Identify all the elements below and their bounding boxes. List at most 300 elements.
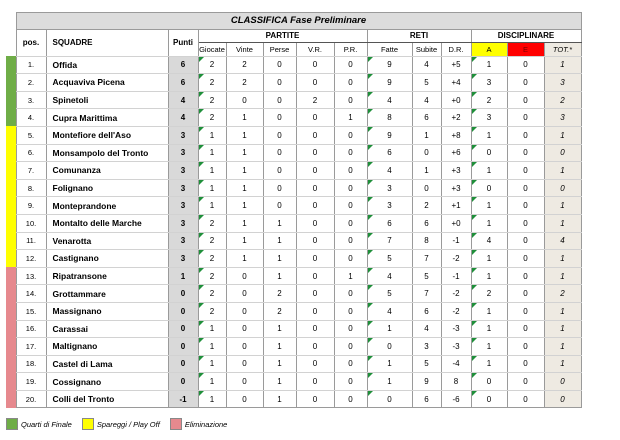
points-cell: 3 xyxy=(168,250,198,268)
table-row xyxy=(6,355,581,373)
giocate-cell: 2 xyxy=(198,214,226,232)
pr-cell: 0 xyxy=(334,162,367,180)
subite-cell: 6 xyxy=(412,390,441,408)
subite-cell: 7 xyxy=(412,285,441,303)
subite-cell: 8 xyxy=(412,232,441,250)
fatte-cell: 4 xyxy=(367,91,412,109)
giocate-cell: 1 xyxy=(198,197,226,215)
legend-label: Spareggi / Play Off xyxy=(96,419,160,429)
pr-cell: 0 xyxy=(334,232,367,250)
giocate-cell: 2 xyxy=(198,232,226,250)
ammonizioni-cell: 0 xyxy=(471,144,507,162)
vinte-cell: 2 xyxy=(226,74,263,92)
fatte-cell: 5 xyxy=(367,250,412,268)
vr-cell: 0 xyxy=(296,109,334,127)
vinte-cell: 1 xyxy=(226,162,263,180)
vr-cell: 0 xyxy=(296,320,334,338)
fatte-cell: 7 xyxy=(367,232,412,250)
tot-cell: 1 xyxy=(544,197,581,215)
points-cell: 6 xyxy=(168,56,198,74)
pos-cell: 13. xyxy=(16,267,46,285)
pr-cell: 0 xyxy=(334,320,367,338)
table-row xyxy=(6,373,581,391)
dr-header: D.R. xyxy=(441,42,471,56)
ammonizioni-header: A xyxy=(471,42,507,56)
pos-cell: 17. xyxy=(16,338,46,356)
perse-cell: 1 xyxy=(263,338,296,356)
pos-cell: 1. xyxy=(16,56,46,74)
reti-group-header: RETI xyxy=(367,29,471,42)
pr-cell: 0 xyxy=(334,91,367,109)
vinte-cell: 0 xyxy=(226,302,263,320)
subite-cell: 5 xyxy=(412,74,441,92)
pr-cell: 1 xyxy=(334,109,367,127)
dr-cell: -1 xyxy=(441,267,471,285)
pos-cell: 11. xyxy=(16,232,46,250)
vr-cell: 0 xyxy=(296,56,334,74)
dr-cell: +6 xyxy=(441,144,471,162)
ammonizioni-cell: 1 xyxy=(471,355,507,373)
espulsioni-cell: 0 xyxy=(507,338,544,356)
fatte-cell: 4 xyxy=(367,267,412,285)
legend-item-playoff xyxy=(82,418,160,430)
vr-cell: 2 xyxy=(296,91,334,109)
pos-cell: 4. xyxy=(16,109,46,127)
espulsioni-cell: 0 xyxy=(507,91,544,109)
tot-cell: 2 xyxy=(544,285,581,303)
points-cell: 3 xyxy=(168,232,198,250)
perse-cell: 1 xyxy=(263,373,296,391)
points-cell: 4 xyxy=(168,109,198,127)
dr-cell: -1 xyxy=(441,232,471,250)
table-row xyxy=(6,302,581,320)
espulsioni-cell: 0 xyxy=(507,232,544,250)
giocate-cell: 1 xyxy=(198,179,226,197)
ammonizioni-cell: 1 xyxy=(471,320,507,338)
pr-cell: 0 xyxy=(334,285,367,303)
dr-cell: +8 xyxy=(441,126,471,144)
ammonizioni-cell: 1 xyxy=(471,338,507,356)
perse-cell: 0 xyxy=(263,144,296,162)
pos-header: pos. xyxy=(16,29,46,56)
points-cell: 1 xyxy=(168,267,198,285)
ammonizioni-cell: 1 xyxy=(471,162,507,180)
team-name: Cupra Marittima xyxy=(46,109,168,127)
vr-cell: 0 xyxy=(296,214,334,232)
legend-swatch-eliminated xyxy=(170,418,182,430)
vinte-cell: 1 xyxy=(226,214,263,232)
fatte-cell: 9 xyxy=(367,56,412,74)
ammonizioni-cell: 1 xyxy=(471,56,507,74)
perse-cell: 1 xyxy=(263,390,296,408)
perse-cell: 2 xyxy=(263,285,296,303)
giocate-cell: 1 xyxy=(198,320,226,338)
legend-label: Eliminazione xyxy=(184,419,228,429)
vr-cell: 0 xyxy=(296,355,334,373)
fatte-cell: 9 xyxy=(367,74,412,92)
team-name: Comunanza xyxy=(46,162,168,180)
standings-table xyxy=(6,12,582,408)
espulsioni-cell: 0 xyxy=(507,197,544,215)
pr-cell: 0 xyxy=(334,197,367,215)
perse-cell: 2 xyxy=(263,302,296,320)
fatte-cell: 4 xyxy=(367,302,412,320)
vinte-cell: 2 xyxy=(226,56,263,74)
perse-cell: 0 xyxy=(263,179,296,197)
giocate-cell: 2 xyxy=(198,74,226,92)
perse-cell: 0 xyxy=(263,74,296,92)
espulsioni-cell: 0 xyxy=(507,355,544,373)
espulsioni-cell: 0 xyxy=(507,144,544,162)
vinte-cell: 0 xyxy=(226,338,263,356)
legend xyxy=(6,418,237,430)
header-group-row xyxy=(6,29,581,42)
tot-cell: 1 xyxy=(544,250,581,268)
espulsioni-cell: 0 xyxy=(507,320,544,338)
pos-cell: 3. xyxy=(16,91,46,109)
espulsioni-cell: 0 xyxy=(507,267,544,285)
vinte-cell: 1 xyxy=(226,232,263,250)
subite-cell: 9 xyxy=(412,373,441,391)
team-name: Folignano xyxy=(46,179,168,197)
ammonizioni-cell: 1 xyxy=(471,302,507,320)
points-cell: 0 xyxy=(168,320,198,338)
tot-cell: 2 xyxy=(544,91,581,109)
subite-cell: 3 xyxy=(412,338,441,356)
dr-cell: -2 xyxy=(441,302,471,320)
partite-group-header: PARTITE xyxy=(198,29,367,42)
perse-cell: 1 xyxy=(263,232,296,250)
table-row xyxy=(6,56,581,74)
vinte-cell: 0 xyxy=(226,390,263,408)
tot-cell: 3 xyxy=(544,109,581,127)
dr-cell: +3 xyxy=(441,162,471,180)
team-name: Monsampolo del Tronto xyxy=(46,144,168,162)
giocate-cell: 2 xyxy=(198,302,226,320)
giocate-cell: 1 xyxy=(198,355,226,373)
pos-cell: 14. xyxy=(16,285,46,303)
team-name: Acquaviva Picena xyxy=(46,74,168,92)
vinte-cell: 1 xyxy=(226,250,263,268)
dr-cell: +3 xyxy=(441,179,471,197)
tot-cell: 1 xyxy=(544,56,581,74)
pr-cell: 0 xyxy=(334,56,367,74)
giocate-cell: 2 xyxy=(198,91,226,109)
subite-cell: 1 xyxy=(412,162,441,180)
fatte-cell: 1 xyxy=(367,355,412,373)
subite-header: Subite xyxy=(412,42,441,56)
subite-cell: 6 xyxy=(412,109,441,127)
pos-cell: 16. xyxy=(16,320,46,338)
ammonizioni-cell: 1 xyxy=(471,197,507,215)
espulsioni-cell: 0 xyxy=(507,302,544,320)
espulsioni-cell: 0 xyxy=(507,373,544,391)
fatte-cell: 6 xyxy=(367,144,412,162)
vinte-cell: 1 xyxy=(226,126,263,144)
pr-cell: 0 xyxy=(334,338,367,356)
team-name: Carassai xyxy=(46,320,168,338)
table-row xyxy=(6,320,581,338)
table-row xyxy=(6,197,581,215)
pr-cell: 0 xyxy=(334,355,367,373)
vr-cell: 0 xyxy=(296,197,334,215)
table-row xyxy=(6,91,581,109)
legend-item-qualified xyxy=(6,418,72,430)
tot-cell: 1 xyxy=(544,320,581,338)
tot-cell: 4 xyxy=(544,232,581,250)
perse-cell: 1 xyxy=(263,355,296,373)
subite-cell: 0 xyxy=(412,179,441,197)
giocate-cell: 1 xyxy=(198,144,226,162)
perse-cell: 1 xyxy=(263,267,296,285)
table-row xyxy=(6,126,581,144)
fatte-cell: 9 xyxy=(367,126,412,144)
perse-cell: 0 xyxy=(263,126,296,144)
punti-header: Punti xyxy=(168,29,198,56)
tot-cell: 1 xyxy=(544,214,581,232)
vinte-cell: 0 xyxy=(226,267,263,285)
vr-cell: 0 xyxy=(296,285,334,303)
pos-cell: 7. xyxy=(16,162,46,180)
points-cell: -1 xyxy=(168,390,198,408)
ammonizioni-cell: 0 xyxy=(471,390,507,408)
subite-cell: 6 xyxy=(412,302,441,320)
legend-swatch-playoff xyxy=(82,418,94,430)
subite-cell: 7 xyxy=(412,250,441,268)
vr-header: V.R. xyxy=(296,42,334,56)
pos-cell: 9. xyxy=(16,197,46,215)
fatte-cell: 4 xyxy=(367,162,412,180)
table-row xyxy=(6,338,581,356)
tot-cell: 1 xyxy=(544,267,581,285)
fatte-cell: 8 xyxy=(367,109,412,127)
pos-cell: 2. xyxy=(16,74,46,92)
fatte-cell: 0 xyxy=(367,338,412,356)
points-cell: 4 xyxy=(168,91,198,109)
vinte-cell: 1 xyxy=(226,179,263,197)
perse-cell: 1 xyxy=(263,250,296,268)
team-name: Spinetoli xyxy=(46,91,168,109)
tot-cell: 1 xyxy=(544,338,581,356)
giocate-cell: 2 xyxy=(198,109,226,127)
vr-cell: 0 xyxy=(296,126,334,144)
pos-cell: 18. xyxy=(16,355,46,373)
squadre-header: SQUADRE xyxy=(46,29,168,56)
subite-cell: 4 xyxy=(412,320,441,338)
giocate-cell: 1 xyxy=(198,390,226,408)
perse-cell: 1 xyxy=(263,214,296,232)
espulsioni-cell: 0 xyxy=(507,390,544,408)
perse-cell: 0 xyxy=(263,109,296,127)
subite-cell: 2 xyxy=(412,197,441,215)
perse-cell: 0 xyxy=(263,162,296,180)
subite-cell: 5 xyxy=(412,355,441,373)
points-cell: 0 xyxy=(168,373,198,391)
team-name: Monteprandone xyxy=(46,197,168,215)
giocate-cell: 1 xyxy=(198,126,226,144)
legend-swatch-qualified xyxy=(6,418,18,430)
tot-cell: 1 xyxy=(544,162,581,180)
team-name: Massignano xyxy=(46,302,168,320)
fatte-header: Fatte xyxy=(367,42,412,56)
team-name: Venarotta xyxy=(46,232,168,250)
table-row xyxy=(6,74,581,92)
points-cell: 0 xyxy=(168,355,198,373)
points-cell: 3 xyxy=(168,197,198,215)
tot-cell: 1 xyxy=(544,126,581,144)
fatte-cell: 6 xyxy=(367,214,412,232)
ammonizioni-cell: 4 xyxy=(471,232,507,250)
pr-cell: 0 xyxy=(334,214,367,232)
tot-cell: 1 xyxy=(544,302,581,320)
vr-cell: 0 xyxy=(296,338,334,356)
giocate-cell: 2 xyxy=(198,250,226,268)
espulsioni-header: E xyxy=(507,42,544,56)
points-cell: 0 xyxy=(168,338,198,356)
tot-cell: 0 xyxy=(544,373,581,391)
dr-cell: -2 xyxy=(441,250,471,268)
pr-cell: 0 xyxy=(334,179,367,197)
disciplinare-group-header: DISCIPLINARE xyxy=(471,29,581,42)
espulsioni-cell: 0 xyxy=(507,109,544,127)
espulsioni-cell: 0 xyxy=(507,162,544,180)
vinte-cell: 0 xyxy=(226,373,263,391)
subite-cell: 0 xyxy=(412,144,441,162)
ammonizioni-cell: 3 xyxy=(471,109,507,127)
vr-cell: 0 xyxy=(296,267,334,285)
pr-cell: 0 xyxy=(334,144,367,162)
giocate-cell: 1 xyxy=(198,162,226,180)
subite-cell: 5 xyxy=(412,267,441,285)
perse-cell: 0 xyxy=(263,197,296,215)
team-name: Cossignano xyxy=(46,373,168,391)
vinte-cell: 0 xyxy=(226,285,263,303)
pos-cell: 6. xyxy=(16,144,46,162)
points-cell: 3 xyxy=(168,179,198,197)
pr-cell: 0 xyxy=(334,302,367,320)
pr-cell: 0 xyxy=(334,250,367,268)
table-row xyxy=(6,214,581,232)
dr-cell: +2 xyxy=(441,109,471,127)
pr-cell: 0 xyxy=(334,373,367,391)
points-cell: 0 xyxy=(168,302,198,320)
giocate-cell: 1 xyxy=(198,338,226,356)
team-name: Maltignano xyxy=(46,338,168,356)
vinte-cell: 0 xyxy=(226,320,263,338)
vinte-cell: 1 xyxy=(226,109,263,127)
perse-cell: 1 xyxy=(263,320,296,338)
dr-cell: -4 xyxy=(441,355,471,373)
ammonizioni-cell: 2 xyxy=(471,285,507,303)
pr-cell: 0 xyxy=(334,126,367,144)
fatte-cell: 3 xyxy=(367,197,412,215)
dr-cell: +4 xyxy=(441,74,471,92)
vinte-cell: 0 xyxy=(226,355,263,373)
espulsioni-cell: 0 xyxy=(507,74,544,92)
ammonizioni-cell: 1 xyxy=(471,250,507,268)
vinte-cell: 0 xyxy=(226,91,263,109)
pos-cell: 20. xyxy=(16,390,46,408)
standings-container xyxy=(6,12,582,408)
team-name: Montalto delle Marche xyxy=(46,214,168,232)
fatte-cell: 0 xyxy=(367,390,412,408)
vr-cell: 0 xyxy=(296,390,334,408)
fatte-cell: 1 xyxy=(367,320,412,338)
table-row xyxy=(6,179,581,197)
vinte-cell: 1 xyxy=(226,144,263,162)
table-row xyxy=(6,250,581,268)
ammonizioni-cell: 1 xyxy=(471,214,507,232)
perse-header: Perse xyxy=(263,42,296,56)
ammonizioni-cell: 0 xyxy=(471,373,507,391)
giocate-cell: 2 xyxy=(198,285,226,303)
subite-cell: 6 xyxy=(412,214,441,232)
vr-cell: 0 xyxy=(296,302,334,320)
espulsioni-cell: 0 xyxy=(507,214,544,232)
ammonizioni-cell: 2 xyxy=(471,91,507,109)
dr-cell: +0 xyxy=(441,91,471,109)
table-title: CLASSIFICA Fase Preliminare xyxy=(16,13,581,30)
team-name: Colli del Tronto xyxy=(46,390,168,408)
group-color-bar xyxy=(6,56,16,126)
dr-cell: -3 xyxy=(441,338,471,356)
dr-cell: -3 xyxy=(441,320,471,338)
espulsioni-cell: 0 xyxy=(507,285,544,303)
ammonizioni-cell: 0 xyxy=(471,179,507,197)
points-cell: 3 xyxy=(168,126,198,144)
dr-cell: -2 xyxy=(441,285,471,303)
vr-cell: 0 xyxy=(296,373,334,391)
tot-cell: 3 xyxy=(544,74,581,92)
giocate-cell: 2 xyxy=(198,56,226,74)
points-cell: 0 xyxy=(168,285,198,303)
table-row xyxy=(6,267,581,285)
group-color-bar xyxy=(6,126,16,267)
points-cell: 3 xyxy=(168,144,198,162)
ammonizioni-cell: 1 xyxy=(471,126,507,144)
pos-cell: 12. xyxy=(16,250,46,268)
ammonizioni-cell: 3 xyxy=(471,74,507,92)
points-cell: 3 xyxy=(168,214,198,232)
vr-cell: 0 xyxy=(296,179,334,197)
vr-cell: 0 xyxy=(296,74,334,92)
espulsioni-cell: 0 xyxy=(507,179,544,197)
espulsioni-cell: 0 xyxy=(507,126,544,144)
dr-cell: -6 xyxy=(441,390,471,408)
pos-cell: 5. xyxy=(16,126,46,144)
pr-header: P.R. xyxy=(334,42,367,56)
subite-cell: 4 xyxy=(412,56,441,74)
perse-cell: 0 xyxy=(263,56,296,74)
dr-cell: +1 xyxy=(441,197,471,215)
team-name: Castel di Lama xyxy=(46,355,168,373)
giocate-header: Giocate xyxy=(198,42,226,56)
espulsioni-cell: 0 xyxy=(507,250,544,268)
team-name: Castignano xyxy=(46,250,168,268)
ammonizioni-cell: 1 xyxy=(471,267,507,285)
vr-cell: 0 xyxy=(296,250,334,268)
pos-cell: 10. xyxy=(16,214,46,232)
giocate-cell: 1 xyxy=(198,373,226,391)
subite-cell: 4 xyxy=(412,91,441,109)
vr-cell: 0 xyxy=(296,144,334,162)
team-name: Offida xyxy=(46,56,168,74)
table-row xyxy=(6,162,581,180)
fatte-cell: 3 xyxy=(367,179,412,197)
group-color-bar xyxy=(6,267,16,408)
perse-cell: 0 xyxy=(263,91,296,109)
espulsioni-cell: 0 xyxy=(507,56,544,74)
